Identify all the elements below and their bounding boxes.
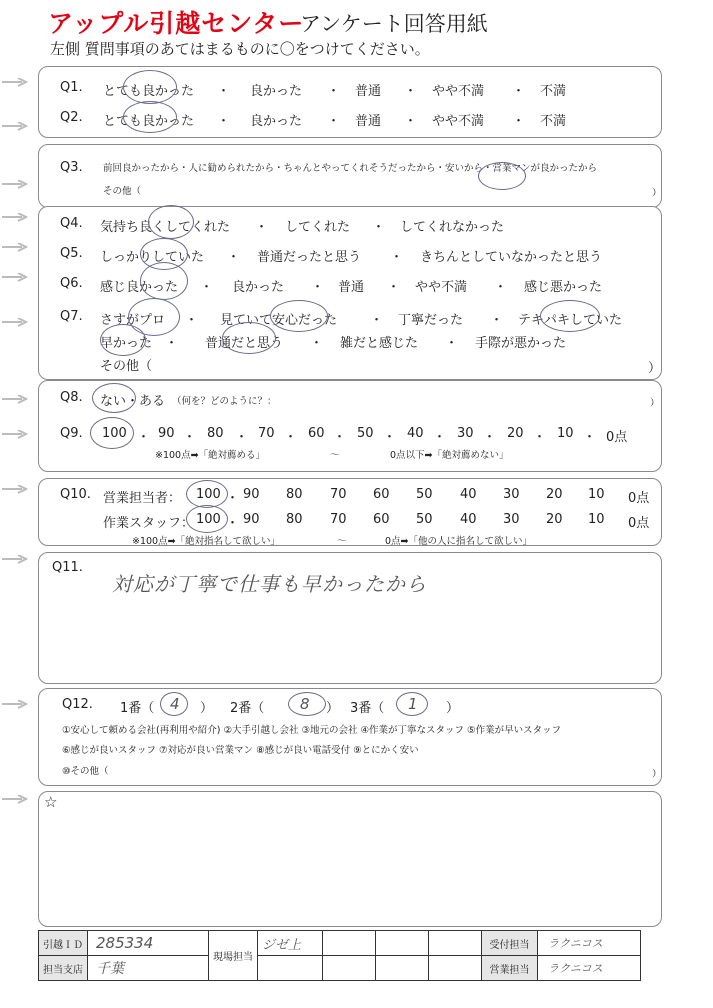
arrow-icon — [2, 213, 28, 222]
q12-rank3-circle — [396, 692, 428, 716]
q6-option-2[interactable]: 良かった — [232, 280, 285, 295]
q10-staff-40[interactable]: 40 — [460, 512, 477, 527]
q1-option-5[interactable]: 不満 — [540, 84, 567, 99]
q6-option-1[interactable]: 感じ良かった — [100, 280, 179, 295]
q1-option-3[interactable]: 普通 — [355, 84, 382, 99]
q1-label: Q1. — [60, 80, 83, 95]
q5-option-2[interactable]: 普通だったと思う — [257, 250, 362, 265]
q12-other-label[interactable]: ⑩その他（ — [62, 766, 109, 777]
q9-score-70[interactable]: 70 — [258, 426, 275, 441]
q8-options[interactable]: ない・ある — [100, 394, 166, 409]
q10-sales-20[interactable]: 20 — [546, 487, 563, 502]
q2-answer-circle — [123, 101, 177, 133]
q3-answer-circle — [478, 162, 526, 190]
branch-label: 担当支店 — [39, 956, 88, 981]
q6-answer-circle — [140, 262, 188, 300]
q9-label: Q9. — [60, 426, 83, 441]
arrow-icon — [2, 430, 28, 439]
arrow-icon — [2, 78, 28, 87]
q10-staff-90[interactable]: 90 — [243, 512, 260, 527]
arrow-icon — [2, 243, 28, 252]
q10-sales-30[interactable]: 30 — [503, 487, 520, 502]
q9-score-10[interactable]: 10 — [557, 426, 574, 441]
q4-label: Q4. — [60, 216, 83, 231]
q1-option-2[interactable]: 良かった — [250, 84, 303, 99]
q12-choices-line1: ①安心して頼める会社(再利用や紹介) ②大手引越し会社 ③地元の会社 ④作業が丁寧なスタッフ ⑤作業が早いスタッフ — [62, 725, 562, 736]
arrow-icon — [2, 395, 28, 404]
q1-answer-circle — [123, 70, 177, 104]
q10-sales-50[interactable]: 50 — [416, 487, 433, 502]
q10-staff-label: 作業スタッフ： — [103, 516, 195, 531]
q10-sales-60[interactable]: 60 — [373, 487, 390, 502]
q3-other-label[interactable]: その他（ — [103, 186, 142, 197]
q1-option-1[interactable]: とても良かった — [103, 84, 195, 99]
q10-staff-answer-circle — [186, 505, 228, 533]
q10-staff-70[interactable]: 70 — [330, 512, 347, 527]
q7-option-8[interactable]: 手際が悪かった — [475, 336, 567, 351]
q10-sales-40[interactable]: 40 — [460, 487, 477, 502]
q5-label: Q5. — [60, 246, 83, 261]
q12-choices-line2: ⑥感じが良いスタッフ ⑦対応が良い営業マン ⑧感じが良い電話受付 ⑨とにかく安い — [62, 745, 419, 756]
q7-option-2[interactable]: 見ていて安心だった — [220, 313, 338, 328]
q9-score-80[interactable]: 80 — [207, 426, 224, 441]
q3-label: Q3. — [60, 160, 83, 175]
q7-option-6[interactable]: 普通だと思う — [205, 336, 284, 351]
q11-answer[interactable]: 対応が丁寧で仕事も早かったから — [112, 572, 427, 596]
q10-staff-60[interactable]: 60 — [373, 512, 390, 527]
q9-score-0[interactable]: 0点 — [606, 430, 628, 445]
comment-box[interactable] — [38, 791, 662, 927]
q10-sales-10[interactable]: 10 — [588, 487, 605, 502]
q10-staff-100[interactable]: 100 — [196, 512, 221, 527]
q7-option-1[interactable]: さすがプロ — [100, 313, 166, 328]
q6-option-3[interactable]: 普通 — [338, 280, 365, 295]
q10-staff-80[interactable]: 80 — [286, 512, 303, 527]
site-staff-value[interactable]: ジゼ上 — [258, 931, 323, 956]
q12-rank3-value[interactable]: 1 — [408, 695, 418, 713]
q10-staff-30[interactable]: 30 — [503, 512, 520, 527]
q9-score-40[interactable]: 40 — [407, 426, 424, 441]
q2-option-3[interactable]: 普通 — [355, 114, 382, 129]
sales-staff-label: 営業担当 — [482, 956, 538, 981]
q12-rank1-circle — [160, 692, 188, 716]
q9-score-90[interactable]: 90 — [158, 426, 175, 441]
star-icon: ☆ — [44, 793, 58, 811]
q8-answer-circle — [92, 383, 136, 413]
arrow-icon — [2, 122, 28, 131]
q10-note-right: 0点➡「他の人に指名して欲しい」 — [385, 536, 533, 547]
q6-option-4[interactable]: やや不満 — [415, 280, 468, 295]
branch-value[interactable]: 千葉 — [88, 956, 209, 981]
q9-score-20[interactable]: 20 — [507, 426, 524, 441]
q6-option-5[interactable]: 感じ悪かった — [524, 280, 603, 295]
q12-rank1-value[interactable]: 4 — [170, 695, 180, 713]
q7-option-3[interactable]: 丁寧だった — [398, 313, 464, 328]
q12-rank2-value[interactable]: 8 — [300, 695, 310, 713]
q9-note-right: 0点以下➡「絶対薦めない」 — [390, 450, 509, 461]
q1-option-4[interactable]: やや不満 — [432, 84, 485, 99]
q6-label: Q6. — [60, 276, 83, 291]
q10-sales-100[interactable]: 100 — [196, 487, 221, 502]
q10-sales-80[interactable]: 80 — [286, 487, 303, 502]
q2-option-1[interactable]: とても良かった — [103, 114, 195, 129]
q12-label: Q12. — [62, 697, 93, 712]
sales-staff-value[interactable]: ラクニコス — [538, 956, 641, 981]
q10-staff-10[interactable]: 10 — [588, 512, 605, 527]
q4-option-2[interactable]: してくれた — [285, 220, 351, 235]
q9-answer-circle — [90, 417, 134, 449]
q4-option-1[interactable]: 気持ち良くしてくれた — [100, 220, 231, 235]
q11-label: Q11. — [52, 560, 83, 575]
q3-box — [38, 144, 662, 208]
q10-sales-0[interactable]: 0点 — [628, 491, 650, 506]
q7-option-7[interactable]: 雑だと感じた — [340, 336, 419, 351]
q9-note-left: ※100点➡「絶対薦める」 — [155, 450, 266, 461]
q10-sales-answer-circle — [186, 480, 228, 508]
q8-label: Q8. — [60, 390, 83, 405]
q7-option-4[interactable]: テキパキしていた — [518, 313, 623, 328]
arrow-icon — [2, 180, 28, 189]
arrow-icon — [2, 555, 28, 564]
q9-score-50[interactable]: 50 — [357, 426, 374, 441]
q7-answer-circle-2 — [270, 300, 328, 332]
q10-note-left: ※100点➡「絶対指名して欲しい」 — [132, 536, 281, 547]
reception-value[interactable]: ラクニコス — [538, 931, 641, 956]
q7-answer-circle-3 — [540, 300, 600, 332]
arrow-icon — [2, 273, 28, 282]
form-subtitle: アンケート回答用紙 — [300, 12, 488, 36]
move-id-label: 引越ＩＤ — [39, 931, 88, 956]
instruction-text: 左側 質問事項のあてはまるものに〇をつけてください。 — [50, 40, 430, 58]
q7-answer-circle-5 — [222, 322, 276, 354]
arrow-icon — [2, 700, 28, 709]
q10-staff-20[interactable]: 20 — [546, 512, 563, 527]
q9-score-30[interactable]: 30 — [457, 426, 474, 441]
q7-option-5[interactable]: 早かった — [100, 336, 153, 351]
footer-table — [38, 930, 641, 981]
q10-sales-70[interactable]: 70 — [330, 487, 347, 502]
arrow-icon — [2, 795, 28, 804]
brand-title: アップル引越センター — [48, 9, 305, 38]
q2-option-4[interactable]: やや不満 — [432, 114, 485, 129]
q5-option-3[interactable]: きちんとしていなかったと思う — [420, 250, 603, 265]
q10-sales-label: 営業担当者： — [103, 491, 182, 506]
arrow-icon — [2, 318, 28, 327]
q2-option-2[interactable]: 良かった — [250, 114, 303, 129]
q2-option-5[interactable]: 不満 — [540, 114, 567, 129]
q10-sales-90[interactable]: 90 — [243, 487, 260, 502]
q4-answer-circle — [148, 205, 194, 239]
q4-option-3[interactable]: してくれなかった — [400, 220, 505, 235]
q7-other-label[interactable]: その他（ — [100, 359, 153, 374]
q5-option-1[interactable]: しっかりしていた — [100, 250, 205, 265]
q9-score-100[interactable]: 100 — [102, 426, 127, 441]
q12-rank2-circle — [288, 692, 326, 716]
q7-answer-circle-4 — [100, 324, 146, 356]
q10-label: Q10. — [60, 487, 91, 502]
q10-staff-50[interactable]: 50 — [416, 512, 433, 527]
q2-label: Q2. — [60, 110, 83, 125]
move-id-value[interactable]: 285334 — [88, 931, 209, 956]
q7-label: Q7. — [60, 309, 83, 324]
q3-options[interactable]: 前回良かったから・人に勧められたから・ちゃんとやってくれそうだったから・安いから・営業マンが良かったから — [103, 163, 598, 174]
q10-staff-0[interactable]: 0点 — [628, 516, 650, 531]
reception-label: 受付担当 — [482, 931, 538, 956]
q8-hint: （何を？どのように？： — [172, 396, 277, 407]
arrow-icon — [2, 485, 28, 494]
site-staff-label: 現場担当 — [209, 931, 258, 981]
q9-score-60[interactable]: 60 — [308, 426, 325, 441]
